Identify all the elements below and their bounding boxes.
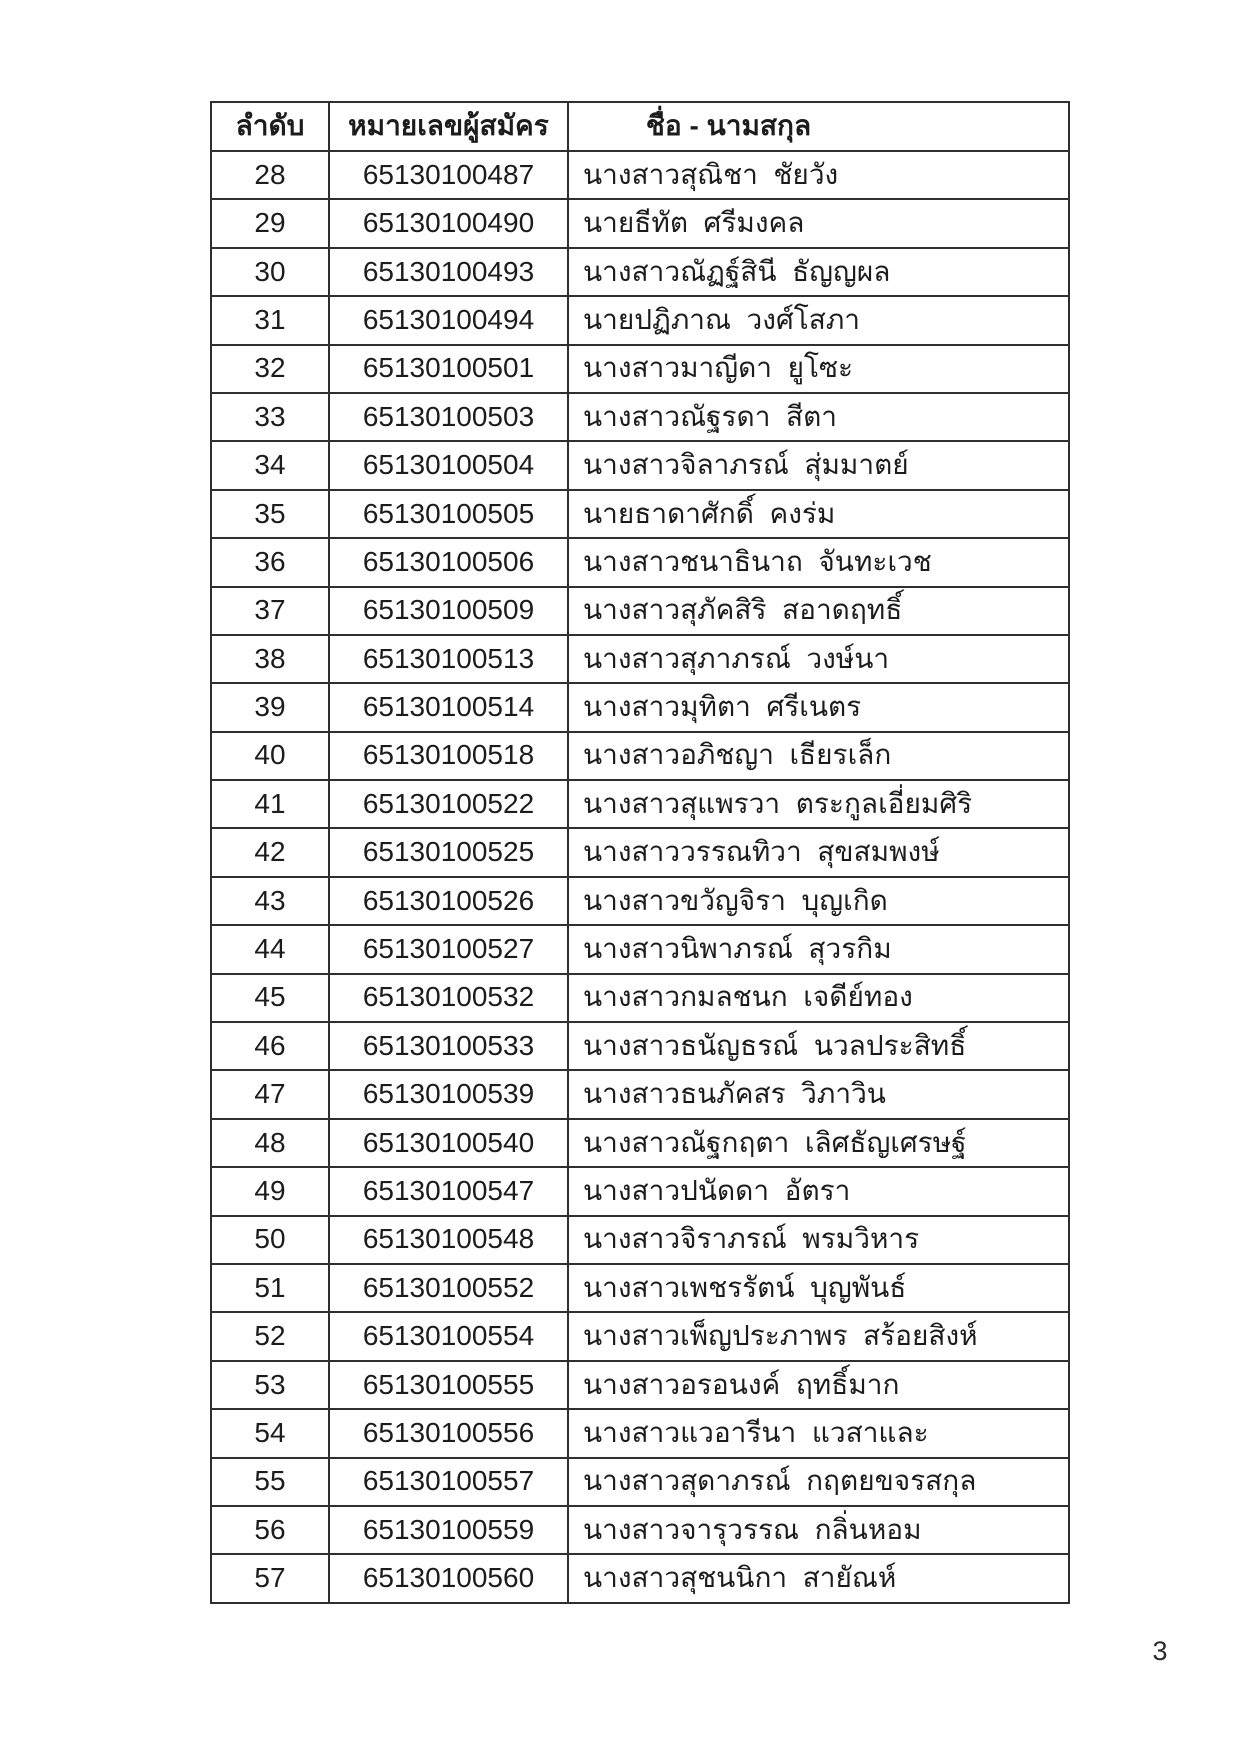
table-row	[211, 828, 1069, 876]
row-order: 31	[211, 296, 329, 344]
row-order: 48	[211, 1119, 329, 1167]
row-name-surname: นางสาวปนัดดา อัตรา	[568, 1167, 1069, 1215]
header-name-surname: ชื่อ - นามสกุล	[568, 102, 1069, 151]
table-row	[211, 296, 1069, 344]
row-applicant-number: 65130100514	[329, 683, 568, 731]
row-order: 45	[211, 974, 329, 1022]
row-name-surname: นายปฏิภาณ วงศ์โสภา	[568, 296, 1069, 344]
row-name-surname: นางสาวสุชนนิกา สายัณห์	[568, 1554, 1069, 1602]
table-row	[211, 1458, 1069, 1506]
table-row	[211, 587, 1069, 635]
table-row	[211, 538, 1069, 586]
table-row	[211, 635, 1069, 683]
row-name-surname: นางสาวสุภาภรณ์ วงษ์นา	[568, 635, 1069, 683]
row-name-surname: นางสาวจิราภรณ์ พรมวิหาร	[568, 1216, 1069, 1264]
row-order: 57	[211, 1554, 329, 1602]
row-order: 33	[211, 393, 329, 441]
row-name-surname: นางสาวสุภัคสิริ สอาดฤทธิ์	[568, 587, 1069, 635]
table-row	[211, 1554, 1069, 1602]
table-row	[211, 393, 1069, 441]
table-row	[211, 345, 1069, 393]
row-applicant-number: 65130100522	[329, 780, 568, 828]
applicants-table	[210, 101, 1070, 1604]
row-applicant-number: 65130100518	[329, 732, 568, 780]
row-applicant-number: 65130100526	[329, 877, 568, 925]
table-row	[211, 490, 1069, 538]
table-row	[211, 780, 1069, 828]
row-name-surname: นางสาวสุณิชา ชัยวัง	[568, 151, 1069, 199]
table-row	[211, 683, 1069, 731]
row-applicant-number: 65130100532	[329, 974, 568, 1022]
row-applicant-number: 65130100527	[329, 925, 568, 973]
row-order: 34	[211, 441, 329, 489]
row-applicant-number: 65130100506	[329, 538, 568, 586]
table-row	[211, 877, 1069, 925]
row-order: 44	[211, 925, 329, 973]
row-order: 47	[211, 1070, 329, 1118]
table-row	[211, 441, 1069, 489]
row-order: 28	[211, 151, 329, 199]
row-applicant-number: 65130100548	[329, 1216, 568, 1264]
table-row	[211, 199, 1069, 247]
table-row	[211, 1022, 1069, 1070]
row-order: 39	[211, 683, 329, 731]
row-applicant-number: 65130100501	[329, 345, 568, 393]
row-name-surname: นางสาวมาญีดา ยูโซะ	[568, 345, 1069, 393]
table-row	[211, 1264, 1069, 1312]
row-name-surname: นางสาวสุดาภรณ์ กฤตยขจรสกุล	[568, 1458, 1069, 1506]
table-body	[211, 151, 1069, 1603]
table-row	[211, 248, 1069, 296]
row-name-surname: นางสาววรรณทิวา สุขสมพงษ์	[568, 828, 1069, 876]
row-name-surname: นางสาวณัฐกฤตา เลิศธัญเศรษฐ์	[568, 1119, 1069, 1167]
row-name-surname: นางสาวจารุวรรณ กลิ่นหอม	[568, 1506, 1069, 1554]
row-order: 49	[211, 1167, 329, 1215]
table-row	[211, 1167, 1069, 1215]
table-row	[211, 1312, 1069, 1360]
header-applicant-number: หมายเลขผู้สมัคร	[329, 102, 568, 151]
row-applicant-number: 65130100493	[329, 248, 568, 296]
row-applicant-number: 65130100560	[329, 1554, 568, 1602]
table-row	[211, 925, 1069, 973]
row-name-surname: นางสาวเพ็ญประภาพร สร้อยสิงห์	[568, 1312, 1069, 1360]
row-name-surname: นางสาวอภิชญา เธียรเล็ก	[568, 732, 1069, 780]
row-order: 38	[211, 635, 329, 683]
row-name-surname: นางสาวณัฐรดา สีตา	[568, 393, 1069, 441]
table-row	[211, 1361, 1069, 1409]
row-applicant-number: 65130100539	[329, 1070, 568, 1118]
row-order: 52	[211, 1312, 329, 1360]
table-row	[211, 974, 1069, 1022]
table-row	[211, 1070, 1069, 1118]
table-row	[211, 1216, 1069, 1264]
row-order: 41	[211, 780, 329, 828]
table-row	[211, 151, 1069, 199]
row-applicant-number: 65130100503	[329, 393, 568, 441]
row-name-surname: นายธาดาศักดิ์ คงร่ม	[568, 490, 1069, 538]
row-name-surname: นางสาวขวัญจิรา บุญเกิด	[568, 877, 1069, 925]
row-name-surname: นางสาวนิพาภรณ์ สุวรกิม	[568, 925, 1069, 973]
row-applicant-number: 65130100533	[329, 1022, 568, 1070]
row-name-surname: นางสาวธนัญธรณ์ นวลประสิทธิ์	[568, 1022, 1069, 1070]
row-order: 43	[211, 877, 329, 925]
row-name-surname: นางสาวกมลชนก เจดีย์ทอง	[568, 974, 1069, 1022]
row-applicant-number: 65130100509	[329, 587, 568, 635]
row-applicant-number: 65130100490	[329, 199, 568, 247]
row-order: 51	[211, 1264, 329, 1312]
row-name-surname: นางสาวชนาธินาถ จันทะเวช	[568, 538, 1069, 586]
row-order: 30	[211, 248, 329, 296]
row-order: 32	[211, 345, 329, 393]
row-applicant-number: 65130100487	[329, 151, 568, 199]
row-applicant-number: 65130100547	[329, 1167, 568, 1215]
table-row	[211, 732, 1069, 780]
row-applicant-number: 65130100494	[329, 296, 568, 344]
row-applicant-number: 65130100525	[329, 828, 568, 876]
row-name-surname: นายธีทัต ศรีมงคล	[568, 199, 1069, 247]
row-order: 56	[211, 1506, 329, 1554]
table-row	[211, 1506, 1069, 1554]
row-applicant-number: 65130100504	[329, 441, 568, 489]
row-name-surname: นางสาวเพชรรัตน์ บุญพันธ์	[568, 1264, 1069, 1312]
row-order: 55	[211, 1458, 329, 1506]
table-header-row	[211, 102, 1069, 151]
row-applicant-number: 65130100552	[329, 1264, 568, 1312]
row-applicant-number: 65130100559	[329, 1506, 568, 1554]
table-row	[211, 1409, 1069, 1457]
row-applicant-number: 65130100556	[329, 1409, 568, 1457]
table-row	[211, 1119, 1069, 1167]
row-applicant-number: 65130100505	[329, 490, 568, 538]
row-applicant-number: 65130100554	[329, 1312, 568, 1360]
row-name-surname: นางสาวแวอารีนา แวสาและ	[568, 1409, 1069, 1457]
row-order: 35	[211, 490, 329, 538]
row-name-surname: นางสาวมุทิตา ศรีเนตร	[568, 683, 1069, 731]
row-order: 29	[211, 199, 329, 247]
row-name-surname: นางสาวอรอนงค์ ฤทธิ์มาก	[568, 1361, 1069, 1409]
row-applicant-number: 65130100557	[329, 1458, 568, 1506]
row-name-surname: นางสาวจิลาภรณ์ สุ่มมาตย์	[568, 441, 1069, 489]
row-name-surname: นางสาวสุแพรวา ตระกูลเอี่ยมศิริ	[568, 780, 1069, 828]
page-number: 3	[1152, 1636, 1168, 1666]
row-order: 37	[211, 587, 329, 635]
row-applicant-number: 65130100540	[329, 1119, 568, 1167]
row-name-surname: นางสาวณัฏฐ์สินี ธัญญผล	[568, 248, 1069, 296]
header-order: ลำดับ	[211, 102, 329, 151]
row-applicant-number: 65130100555	[329, 1361, 568, 1409]
row-order: 54	[211, 1409, 329, 1457]
row-order: 50	[211, 1216, 329, 1264]
row-order: 42	[211, 828, 329, 876]
row-applicant-number: 65130100513	[329, 635, 568, 683]
row-order: 53	[211, 1361, 329, 1409]
row-order: 40	[211, 732, 329, 780]
row-order: 36	[211, 538, 329, 586]
row-name-surname: นางสาวธนภัคสร วิภาวิน	[568, 1070, 1069, 1118]
row-order: 46	[211, 1022, 329, 1070]
